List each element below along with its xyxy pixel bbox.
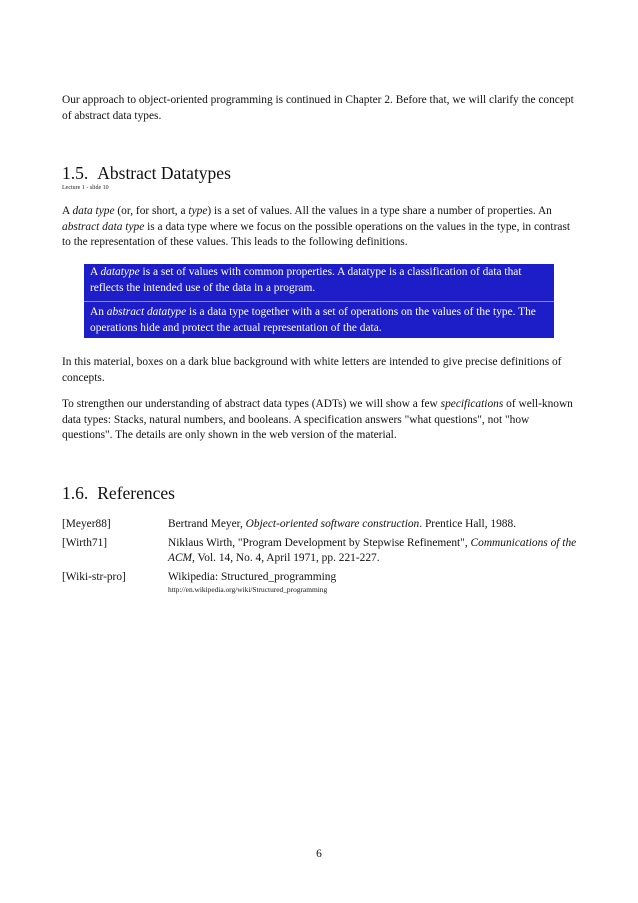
definition-abstract-datatype bbox=[84, 301, 554, 338]
text-run: Niklaus Wirth, "Program Development by Stepwise Refinement", bbox=[168, 536, 471, 549]
intro-paragraph: Our approach to object-oriented programming is continued in Chapter 2. Before that, we will clarify the concept of abstract data types. bbox=[62, 94, 574, 122]
emphasis-data-type: data type bbox=[72, 205, 115, 217]
text-run: An bbox=[90, 306, 107, 319]
slide-reference: Lecture 1 - slide 10 bbox=[62, 185, 109, 191]
reference-url-link[interactable]: http://en.wikipedia.org/wiki/Structured_programming bbox=[168, 585, 328, 595]
emphasis-type: type bbox=[188, 205, 208, 217]
text-run: . Prentice Hall, 1988. bbox=[419, 518, 517, 530]
reference-text bbox=[168, 570, 582, 596]
reference-journal: Communications of the ACM bbox=[168, 536, 577, 565]
reference-wiki-str-pro bbox=[62, 570, 582, 596]
definition-box bbox=[84, 264, 554, 338]
emphasis-abstract-data-type: abstract data type bbox=[62, 220, 145, 233]
reference-text bbox=[168, 536, 582, 567]
section-heading-references bbox=[62, 483, 175, 504]
reference-key: [Wiki-str-pro] bbox=[62, 570, 126, 583]
text-run: , Vol. 14, No. 4, April 1971, pp. 221-227. bbox=[192, 552, 380, 565]
emphasis-specifications: specifications bbox=[440, 398, 504, 410]
datatype-paragraph bbox=[62, 204, 576, 251]
reference-wirth71 bbox=[62, 536, 582, 567]
section-title: References bbox=[97, 483, 175, 503]
text-run: A bbox=[62, 205, 73, 217]
page-number: 6 bbox=[316, 848, 322, 860]
definition-datatype bbox=[84, 264, 554, 298]
text-run: is a data type where we focus on the possible operations on the values in the type, in contrast to the representation of these values. This leads to the following definitions. bbox=[62, 220, 571, 249]
text-run: Wikipedia: Structured_programming bbox=[168, 570, 337, 583]
references-list bbox=[62, 517, 582, 598]
text-run: (or, for short, a bbox=[114, 205, 189, 217]
text-run: is a data type together with a set of operations on the values of the type. The operations hide and protect the actual representation of the data. bbox=[90, 306, 536, 334]
text-run: of well-known data types: Stacks, natural numbers, and booleans. A specification answers "what questions", not "how questions". The details are only shown in the web version of the material. bbox=[62, 398, 573, 442]
text-run: A bbox=[90, 266, 101, 278]
section-number: 1.5. bbox=[62, 163, 89, 183]
text-run: is a set of values with common properties. A datatype is a classification of data that reflects the intended use of the data in a program. bbox=[90, 266, 522, 294]
adt-specification-paragraph bbox=[62, 397, 576, 444]
boxes-explanation-paragraph: In this material, boxes on a dark blue background with white letters are intended to give precise definitions of concepts. bbox=[62, 356, 562, 384]
reference-meyer88 bbox=[62, 517, 582, 533]
definition-term: datatype bbox=[100, 266, 140, 278]
reference-key: [Wirth71] bbox=[62, 536, 108, 549]
section-number: 1.6. bbox=[62, 483, 89, 503]
reference-text bbox=[168, 517, 582, 533]
definition-term: abstract datatype bbox=[106, 306, 187, 319]
text-run: To strengthen our understanding of abstract data types (ADTs) we will show a few bbox=[62, 398, 441, 410]
text-run: Bertrand Meyer, bbox=[168, 518, 246, 530]
section-title: Abstract Datatypes bbox=[97, 163, 231, 183]
text-run: ) is a set of values. All the values in a type share a number of properties. An bbox=[207, 205, 552, 217]
reference-title: Object-oriented software construction bbox=[245, 518, 420, 530]
section-heading-abstract-datatypes bbox=[62, 163, 231, 184]
reference-key: [Meyer88] bbox=[62, 518, 111, 530]
